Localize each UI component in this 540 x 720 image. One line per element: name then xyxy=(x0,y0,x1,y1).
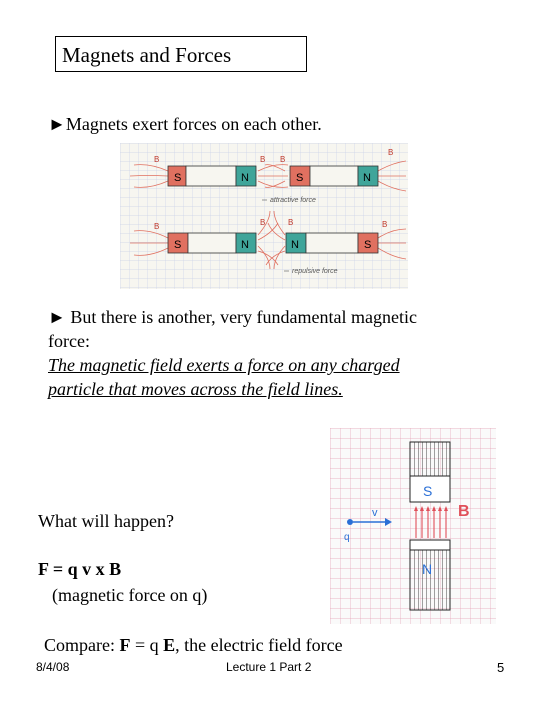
b-label: B xyxy=(280,155,286,164)
page-number: 5 xyxy=(497,660,505,675)
b-field-label: B xyxy=(458,503,470,520)
charge-label: q xyxy=(344,532,350,543)
magnet-south xyxy=(410,442,450,502)
magnet-north xyxy=(410,540,450,610)
question: What will happen? xyxy=(38,511,174,531)
compare-F: F xyxy=(119,635,131,655)
b-label: B xyxy=(382,220,388,229)
page-title: Magnets and Forces xyxy=(62,43,232,67)
formula-main: F = q v x B xyxy=(38,559,122,579)
footer-date: 8/4/08 xyxy=(36,660,70,674)
magnet-label: S xyxy=(174,239,182,251)
b-label: B xyxy=(288,218,294,227)
b-label: B xyxy=(154,222,160,231)
magnet-label: N xyxy=(241,239,249,251)
bullet-2 xyxy=(48,307,417,328)
b-label: B xyxy=(260,155,266,164)
compare-suffix: , the electric field force xyxy=(175,635,343,655)
magnet-label: S xyxy=(296,172,304,184)
velocity-label: v xyxy=(372,507,378,519)
bullet-marker: ► xyxy=(48,114,66,134)
b-label: B xyxy=(260,218,266,227)
north-label: N xyxy=(422,561,433,577)
bullet-1 xyxy=(48,114,322,135)
italic-statement-line-2: particle that moves across the field lines. xyxy=(48,379,343,399)
repulsive-caption: repulsive force xyxy=(292,268,338,275)
magnet-label: S xyxy=(174,172,182,184)
charge-field-figure xyxy=(330,428,496,624)
bullet-1-text: Magnets exert forces on each other. xyxy=(65,114,322,134)
formula-note: (magnetic force on q) xyxy=(52,585,208,605)
bullet-2-line-1: But there is another, very fundamental magnetic xyxy=(70,307,417,327)
compare-prefix: Compare: xyxy=(44,635,120,655)
attractive-caption: attractive force xyxy=(270,197,316,204)
bullet-marker: ► xyxy=(48,307,66,327)
italic-statement-line-1: The magnetic field exerts a force on any charged xyxy=(48,355,400,375)
magnet-label: N xyxy=(241,172,249,184)
bullet-2-line-2: force: xyxy=(48,331,90,351)
south-label: S xyxy=(423,483,433,499)
b-label: B xyxy=(154,155,160,164)
magnet-label: S xyxy=(364,239,372,251)
magnet-label: N xyxy=(291,239,299,251)
magnet-label: N xyxy=(363,172,371,184)
compare-eq: = q xyxy=(130,635,164,655)
charge-dot xyxy=(347,519,353,525)
magnets-figure xyxy=(120,143,408,289)
compare-line xyxy=(44,635,343,656)
b-label: B xyxy=(388,148,394,157)
footer-lecture: Lecture 1 Part 2 xyxy=(226,660,312,674)
compare-E: E xyxy=(163,635,176,655)
